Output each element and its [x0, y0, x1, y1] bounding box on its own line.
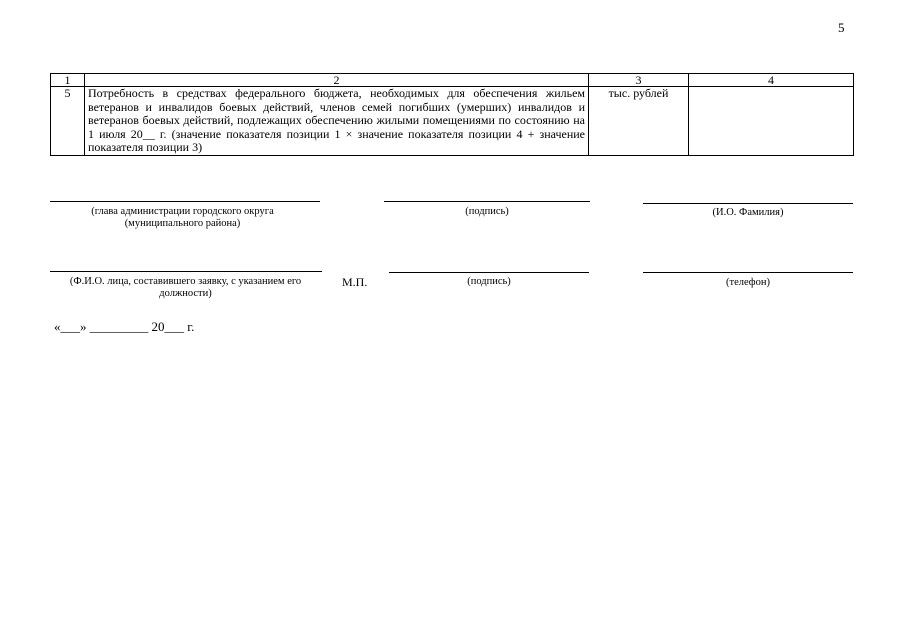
signature-caption-2: (подпись) [467, 276, 511, 287]
header-cell-1: 1 [51, 74, 85, 87]
head-signature-line [50, 201, 320, 202]
row-value-cell[interactable] [689, 87, 854, 156]
table-row [51, 87, 854, 156]
compiler-signature-line [50, 271, 322, 272]
page-number: 5 [838, 20, 845, 35]
date-line: «___» _________ 20___ г. [54, 319, 195, 334]
compiler-caption: (Ф.И.О. лица, составившего заявку, с указанием его должности) [69, 276, 302, 299]
signature-line-2 [389, 272, 589, 273]
phone-line [643, 272, 853, 273]
row-unit: тыс. рублей [589, 87, 689, 156]
row-description: Потребность в средствах федерального бюджета, необходимых для обеспечения жильем ветеранов и инвалидов боевых действий, членов семей погибших (умерших) инвалидов и ветеранов боевых действий, подлежащих обеспечению жилыми помещениями по состоянию на 1 июля 20__ г. (значение показателя позиции 1 × значение показателя позиции 4 + значение показателя позиции 3) [85, 87, 589, 156]
header-cell-4: 4 [689, 74, 854, 87]
row-number: 5 [51, 87, 85, 156]
head-caption: (глава администрации городского округа (муниципального района) [91, 206, 274, 229]
signature-caption-1: (подпись) [465, 206, 509, 217]
form-table [50, 73, 854, 156]
signature-line-1 [384, 201, 590, 202]
name-line [643, 203, 853, 204]
name-caption: (И.О. Фамилия) [712, 207, 784, 218]
stamp-label: М.П. [342, 275, 368, 289]
header-cell-2: 2 [85, 74, 589, 87]
header-cell-3: 3 [589, 74, 689, 87]
phone-caption: (телефон) [726, 277, 770, 288]
table-header-row [51, 74, 854, 87]
